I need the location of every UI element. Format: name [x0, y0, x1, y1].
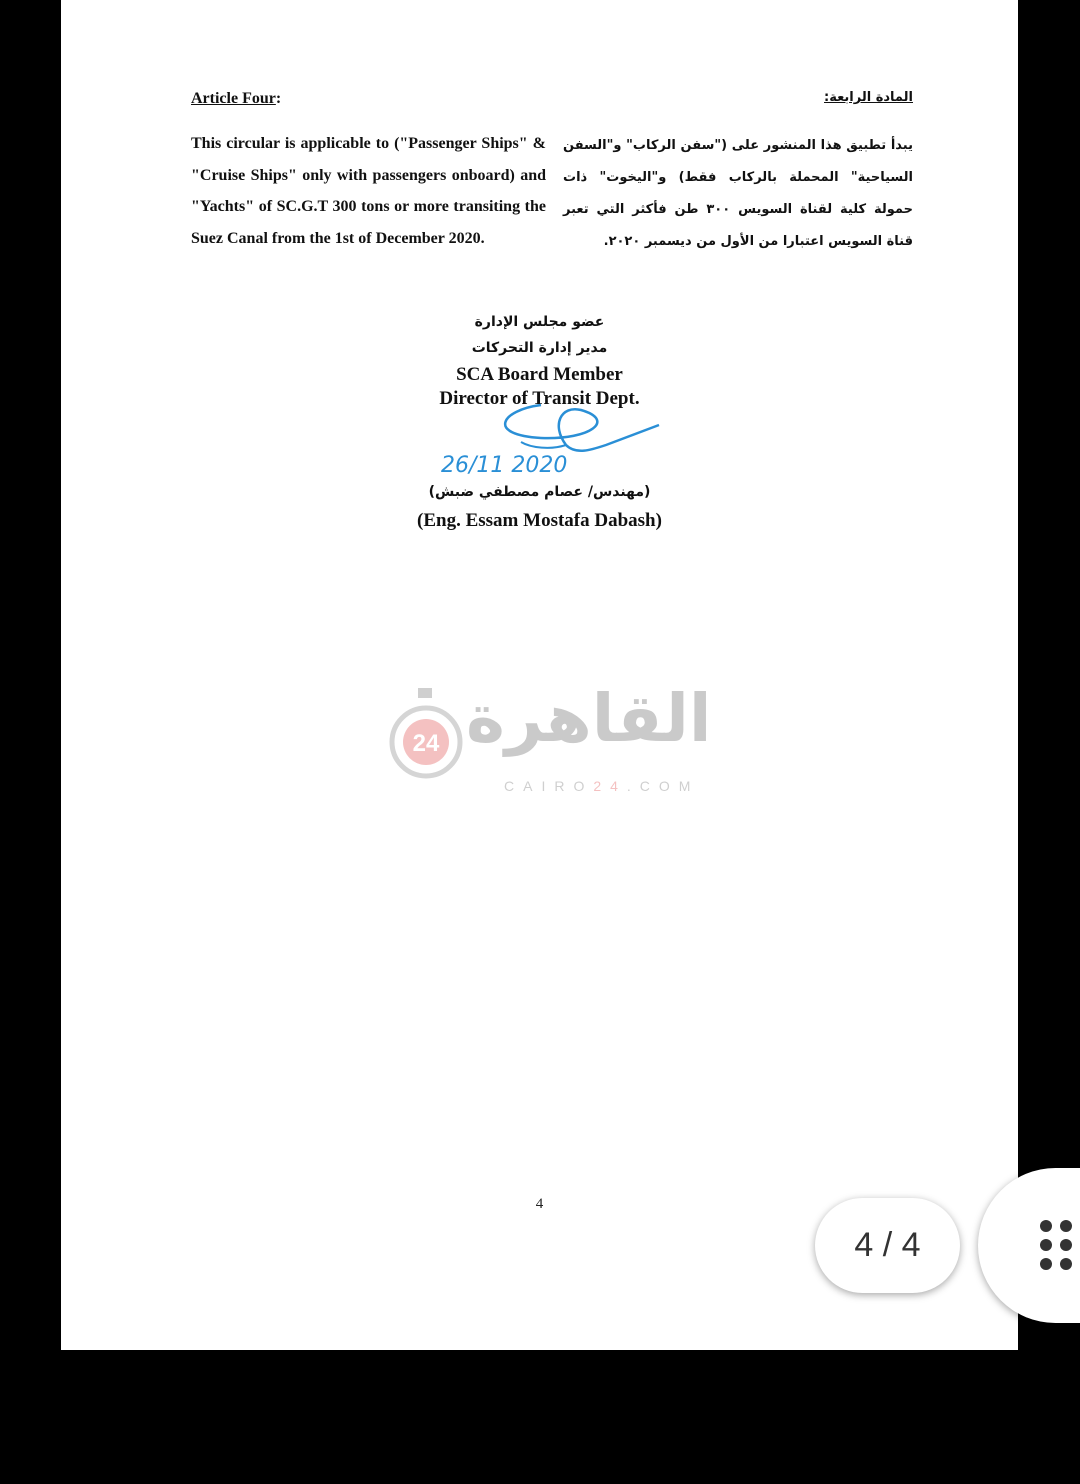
page-number: 4 [535, 1196, 544, 1212]
signatory-name-en: (Eng. Essam Mostafa Dabash) [417, 510, 662, 531]
signatory-title-en-1: SCA Board Member [456, 364, 623, 385]
signatory-title-en-2: Director of Transit Dept. [439, 388, 640, 409]
grid-dots-icon [1040, 1220, 1072, 1270]
watermark-text-ar: القاهرة [466, 680, 712, 757]
document-page [61, 0, 1018, 1350]
cairo24-watermark [386, 680, 712, 800]
page-indicator[interactable]: 4 / 4 [815, 1198, 960, 1293]
article-body-ar: يبدأ تطبيق هذا المنشور على ("سفن الركاب" و"السفن السياحية" المحملة بالركاب فقط) و"اليخوت" ذات حمولة كلية لقناة السويس ٣٠٠ طن فأكثر التي تعبر قناة السويس اعتبارا من الأول من ديسمبر ٢٠٢٠. [563, 138, 913, 249]
signatory-title-ar-2: مدير إدارة التحركات [471, 340, 608, 356]
signatory-name-ar: (مهندس/ عصام مصطفي ضبش) [428, 484, 651, 500]
article-heading-ar: المادة الرابعة: [824, 90, 913, 105]
article-body-en: This circular is applicable to ("Passenger Ships" & "Cruise Ships" only with passengers onboard) and "Yachts" of SC.G.T 300 tons or more transiting the Suez Canal from the 1st of December 2020. [191, 135, 546, 247]
watermark-badge: 24 [412, 730, 440, 757]
article-heading-en: Article Four: [191, 90, 282, 107]
signatory-title-ar-1: عضو مجلس الإدارة [474, 314, 605, 330]
signature-date: 26/11 2020 [441, 453, 568, 478]
watermark-url: CAIRO24.COM [504, 778, 700, 794]
stopwatch-logo-icon [386, 680, 466, 780]
